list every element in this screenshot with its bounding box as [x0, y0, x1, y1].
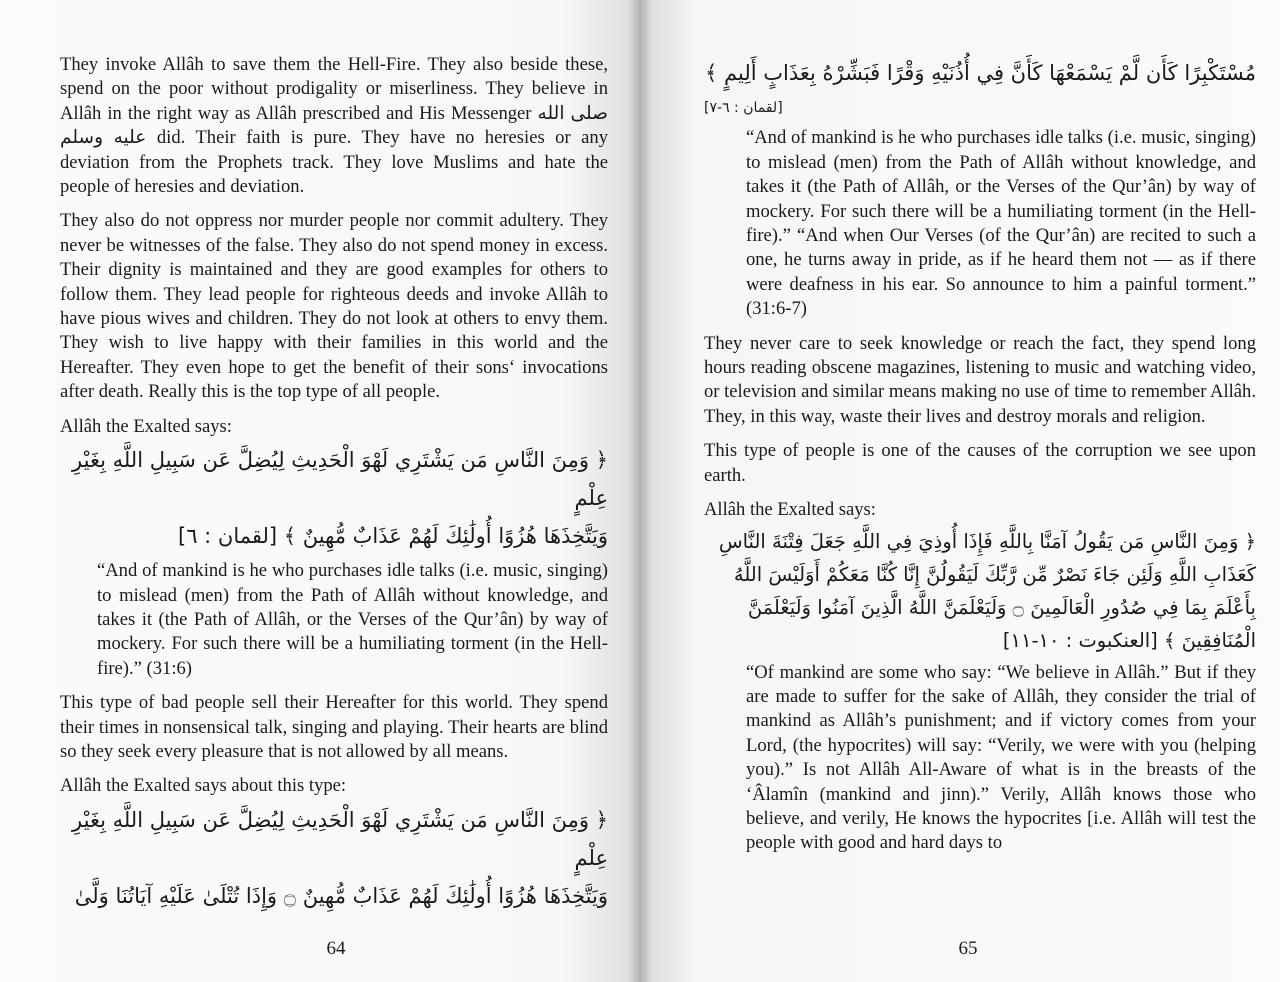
page-number-left: 64: [326, 938, 346, 959]
left-paragraph-2: They also do not oppress nor murder people nor commit adultery. They never be witnesses of the false. They also do not spend money in excess. Their dignity is maintained and they are good examples for others to follow them. They lead people for righteous deeds and invoke Allâh to have pious wives and children. They do not look at others to envy them. They wish to live happy with their families in this world and the Hereafter. They even hope to get the benefit of their sons‘ invocations after death. Really this is the top type of all people.: [60, 210, 608, 403]
right-verse-intro: Allâh the Exalted says:: [704, 499, 876, 521]
right-page: [640, 0, 1280, 982]
arabic-line: ﴿ وَمِنَ النَّاسِ مَن يَشْتَرِي لَهْوَ الْحَدِيثِ لِيُضِلَّ عَن سَبِيلِ اللَّهِ بِغَيْرِ عِلْمٍ: [72, 807, 608, 870]
right-arabic-verse-1: [704, 525, 1256, 657]
arabic-line: ﴿ وَمِنَ النَّاسِ مَن يَشْتَرِي لَهْوَ الْحَدِيثِ لِيُضِلَّ عَن سَبِيلِ اللَّهِ بِغَيْرِ عِلْمٍ: [72, 448, 608, 511]
arabic-line: الْمُنَافِقِينَ ﴾ [العنكبوت : ١٠-١١]: [1002, 628, 1256, 652]
right-translation-0: “And of mankind is he who purchases idle talks (i.e. music, singing) to mislead (men) from the Path of Allâh without knowledge, and takes it (the Path of Allâh, or the Verses of the Qur’ân) by way of mockery. For such there will be a humiliating torment (in the Hell-fire).” “And when Our Verses (of the Qur’ân) are recited to such a one, he turns away in pride, as if he heard them not — as if there were deafness in his ear. So announce to him a painful torment.” (31:6-7): [746, 127, 1256, 320]
page-number-right: 65: [958, 938, 978, 959]
arabic-line: بِأَعْلَمَ بِمَا فِي صُدُورِ الْعَالَمِينَ ۝ وَلَيَعْلَمَنَّ اللَّهُ الَّذِينَ آمَنُوا وَلَيَعْلَمَنَّ: [747, 595, 1256, 619]
right-paragraph-2: This type of people is one of the causes of the corruption we see upon earth.: [704, 440, 1256, 486]
right-translation-1: “Of mankind are some who say: “We believe in Allâh.” But if they are made to suffer for the sake of Allâh, they consider the trial of mankind as Allâh’s punishment; and if victory comes from your Lord, (the hypocrites) will say: “Verily, we were with you (helping you).” Is not Allâh All-Aware of what is in the breasts of the ‘Âlamîn (mankind and jinn).” Verily, Allâh knows those who believe, and verily, He knows the hypocrites [i.e. Allâh will test the people with good and hard days to: [746, 661, 1256, 854]
left-arabic-verse-1: [60, 441, 608, 555]
arabic-line: مُسْتَكْبِرًا كَأَن لَّمْ يَسْمَعْهَا كَأَنَّ فِي أُذُنَيْهِ وَقْرًا فَبَشِّرْهُ بِعَذَابٍ أَلِيمٍ ﴾: [705, 61, 1256, 85]
arabic-line: كَعَذَابِ اللَّهِ وَلَئِن جَاءَ نَصْرٌ مِّن رَّبِّكَ لَيَقُولُنَّ إِنَّا كُنَّا مَعَكُمْ أَوَلَيْسَ اللَّهُ: [733, 562, 1256, 586]
arabic-line: وَيَتَّخِذَهَا هُزُوًا أُولَٰئِكَ لَهُمْ عَذَابٌ مُّهِينٌ ﴾ [لقمان : ٦]: [178, 524, 608, 549]
left-paragraph-3: This type of bad people sell their Hereafter for this world. They spend their times in nonsensical talk, singing and playing. Their hearts are blind so they seek every pleasure that is not allowed by all means.: [60, 692, 608, 762]
left-arabic-verse-2: [60, 801, 608, 915]
right-page-content: [704, 58, 1256, 866]
left-translation-1: “And of mankind is he who purchases idle talks (i.e. music, singing) to mislead (men) from the Path of Allâh without knowledge, and takes it (the Path of Allâh, or the Verses of the Qur’ân) by way of mockery. For such there will be a humiliating torment (in the Hell-fire).” (31:6): [97, 560, 608, 679]
left-verse-intro-2: Allâh the Exalted says about this type:: [60, 775, 347, 797]
right-paragraph-1: They never care to seek knowledge or reach the fact, they spend long hours reading obscene magazines, listening to music and watching video, or television and similar means making no use of time to remember Allâh. They, in this way, waste their lives and destroy morals and religion.: [704, 332, 1257, 427]
right-arabic-verse-0: [704, 54, 1256, 92]
left-paragraph-1: They invoke Allâh to save them the Hell-Fire. They also beside these, spend on the poor without prodigality or miserliness. They believe in Allâh in the right way as Allâh prescribed and His Messenger صلى الله عليه وسلم did. Their faith is pure. They have no heresies or any deviation from the Prophets track. They love Muslims and hate the people of heresies and deviation.: [60, 54, 608, 198]
arabic-line: ﴿ وَمِنَ النَّاسِ مَن يَقُولُ آمَنَّا بِاللَّهِ فَإِذَا أُوذِيَ فِي اللَّهِ جَعَلَ فِتْنَةَ النَّاسِ: [718, 529, 1256, 553]
arabic-line: وَيَتَّخِذَهَا هُزُوًا أُولَٰئِكَ لَهُمْ عَذَابٌ مُّهِينٌ ۝ وَإِذَا تُتْلَىٰ عَلَيْهِ آيَاتُنَا وَلَّىٰ: [74, 883, 608, 908]
left-verse-intro-1: Allâh the Exalted says:: [60, 415, 232, 437]
left-page-content: [60, 53, 608, 919]
right-verse-reference-0: [لقمان : ٦-٧]: [704, 100, 783, 116]
